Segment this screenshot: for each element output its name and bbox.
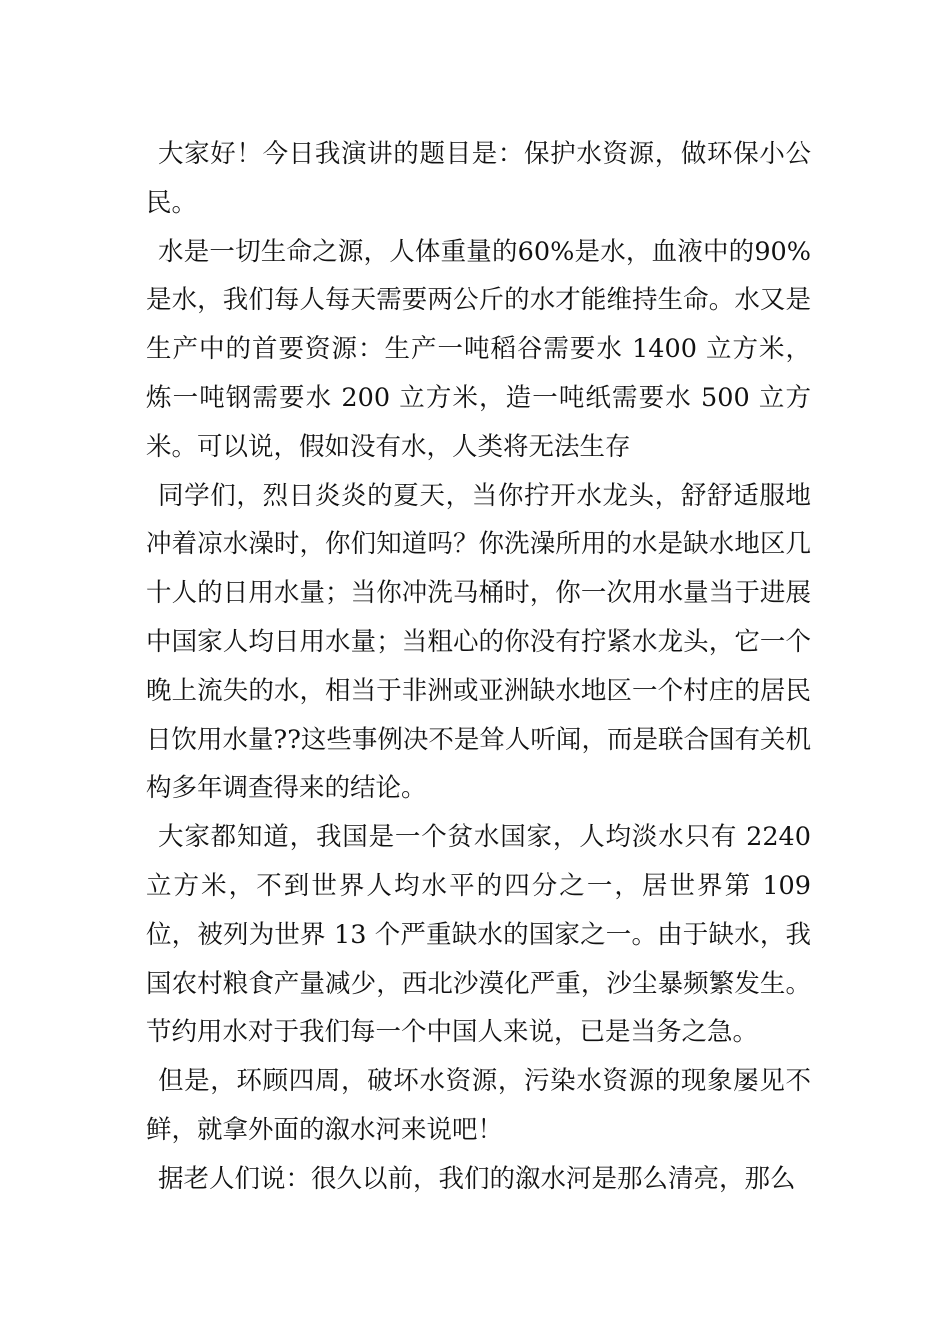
paragraph-greeting: 大家好！今日我演讲的题目是：保护水资源，做环保小公民。 — [146, 139, 811, 218]
paragraph-pollution: 但是，环顾四周，破坏水资源，污染水资源的现象屡见不鲜，就拿外面的溆水河来说吧！ — [146, 1066, 811, 1145]
speech-text — [146, 130, 811, 1204]
paragraph-water-importance: 水是一切生命之源，人体重量的60%是水，血液中的90%是水，我们每人每天需要两公斤的水才能维持生命。水又是生产中的首要资源：生产一吨稻谷需要水 1400 立方米，炼一吨钢需要水 200 立方米，造一吨纸需要水 500 立方米。可以说，假如没有水，人类将无法生存 — [146, 236, 811, 462]
paragraph-river-history: 据老人们说：很久以前，我们的溆水河是那么清亮，那么 — [158, 1163, 796, 1194]
paragraph-water-waste: 同学们，烈日炎炎的夏天，当你拧开水龙头，舒舒适服地冲着凉水澡时，你们知道吗？你洗澡所用的水是缺水地区几十人的日用水量；当你冲洗马桶时，你一次用水量当于进展中国家人均日用水量；当粗心的你没有拧紧水龙头，它一个晚上流失的水，相当于非洲或亚洲缺水地区一个村庄的居民日饮用水量??这些事例决不是耸人听闻，而是联合国有关机构多年调查得来的结论。 — [146, 480, 811, 804]
paragraph-water-shortage: 大家都知道，我国是一个贫水国家，人均淡水只有 2240 立方米，不到世界人均水平的四分之一，居世界第 109 位，被列为世界 13 个严重缺水的国家之一。由于缺水，我国农村粮食产量减少，西北沙漠化严重，沙尘暴频繁发生。节约用水对于我们每一个中国人来说，已是当务之急。 — [146, 822, 811, 1048]
